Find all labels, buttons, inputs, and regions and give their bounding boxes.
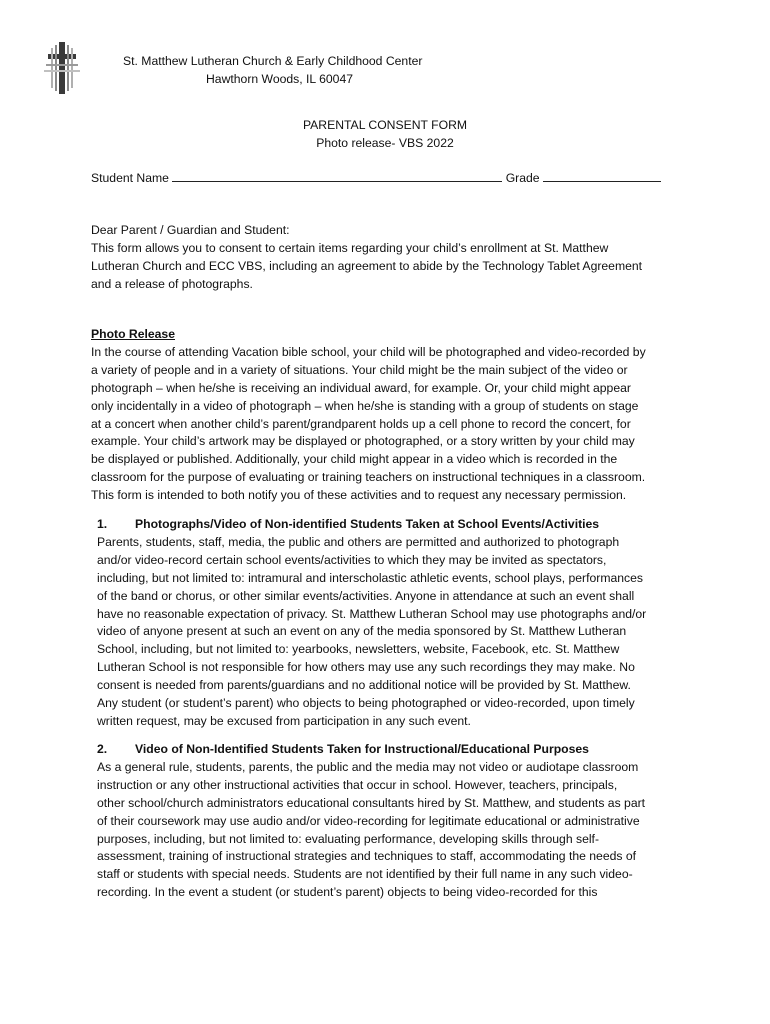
salutation: Dear Parent / Guardian and Student:: [91, 223, 290, 237]
intro-line: This form allows you to consent to certain items regarding your child’s enrollment at St. Matthew: [91, 240, 609, 255]
intro-line: Lutheran Church and ECC VBS, including an agreement to abide by the Technology Tablet Agreement: [91, 258, 643, 273]
section-line: other school/church administrators educational consultants hired by St. Matthew, and students as part: [97, 795, 646, 810]
section-title: Photographs/Video of Non-identified Students Taken at School Events/Activities: [135, 517, 600, 531]
photo-release-line: example. Your child’s artwork may be displayed or photographed, or a story written by your child may: [91, 434, 635, 449]
section-title: Video of Non-Identified Students Taken for Instructional/Educational Purposes: [135, 742, 589, 756]
section-line: Any student (or student’s parent) who objects to being photographed or video-recorded, upon timely: [97, 696, 635, 711]
photo-release-line: photograph – when he/she is receiving an individual award, for example. Or, your child might appear: [91, 380, 631, 395]
photo-release-line: In the course of attending Vacation bible school, your child will be photographed and video-recorded by: [91, 344, 646, 359]
section-line: consent is needed from parents/guardians and no additional notice will be provided by St. Matthew.: [97, 678, 631, 693]
student-info-row: [91, 169, 661, 187]
grade-label: Grade: [505, 171, 540, 185]
section-line: of the band or chorus, or other similar events/activities. Anyone in attendance at such an event shall: [97, 588, 635, 603]
section-number: 2.: [97, 742, 108, 756]
section-line: video of anyone present at such an event on any of the media sponsored by St. Matthew Lutheran: [97, 624, 627, 639]
form-subtitle: Photo release- VBS 2022: [316, 136, 454, 150]
photo-release-line: This form is intended to both notify you of these activities and to request any necessary permission.: [91, 488, 627, 503]
section-line: including, but not limited to: intramural and interscholastic athletic events, school plays, performances: [97, 570, 644, 585]
section-line: Lutheran School is not responsible for how others may use any such recordings they may make. No: [97, 660, 635, 675]
church-name: St. Matthew Lutheran Church & Early Childhood Center: [123, 54, 423, 68]
photo-release-heading: Photo Release: [91, 327, 175, 341]
grade-field[interactable]: [543, 170, 661, 182]
photo-release-section: [91, 326, 681, 505]
student-name-field[interactable]: [172, 170, 502, 182]
photo-release-line: classroom for the purpose of evaluating or training teachers on instructional techniques in a classroom.: [91, 470, 646, 485]
intro-line: and a release of photographs.: [91, 276, 253, 291]
section-line: recording. In the event a student (or student’s parent) objects to being video-recorded for this: [97, 885, 598, 900]
student-name-label: Student Name: [91, 171, 169, 185]
section-number: 1.: [97, 517, 108, 531]
section-line: of their coursework may use audio and/or video-recording for legitimate educational or administrative: [97, 813, 640, 828]
church-cross-logo: [44, 42, 80, 94]
section-1: [97, 516, 687, 731]
section-line: As a general rule, students, parents, the public and the media may not video or audiotape classroom: [97, 759, 639, 774]
section-line: School, including, but not limited to: yearbooks, newsletters, website, Facebook, etc. St. Matthew: [97, 642, 620, 657]
section-2-heading: [97, 741, 687, 759]
section-line: assessment, training of instructional strategies and techniques to staff, accommodating the needs of: [97, 849, 637, 864]
photo-release-line: at a concert when another child’s parent/grandparent holds up a cell phone to record the concert, for: [91, 416, 631, 431]
form-title: PARENTAL CONSENT FORM: [302, 118, 468, 132]
section-line: written request, may be excused from participation in any such event.: [97, 713, 471, 728]
section-line: have no reasonable expectation of privacy. St. Matthew Lutheran School may use photographs and/or: [97, 606, 647, 621]
section-line: staff or students with special needs. Students are not identified by their full name in any such video-: [97, 867, 633, 882]
photo-release-line: only incidentally in a video of photograph – when he/she is standing with a group of students on stage: [91, 398, 639, 413]
section-line: purposes, including, but not limited to: evaluating performance, developing skills through self-: [97, 831, 600, 846]
church-location: Hawthorn Woods, IL 60047: [206, 72, 354, 86]
section-2: [97, 741, 687, 902]
photo-release-line: be displayed or published. Additionally, your child might appear in a video which is recorded in the: [91, 452, 618, 467]
section-line: Parents, students, staff, media, the public and others are permitted and authorized to photograph: [97, 534, 620, 549]
section-line: and/or video-record certain school events/activities to which they may be invited as spectators,: [97, 552, 607, 567]
intro-section: [91, 222, 681, 294]
section-line: instruction or any other instructional activities that occur in school. However, teachers, principals,: [97, 777, 618, 792]
photo-release-line: a variety of people and in a variety of situations. Your child might be the main subject of the video or: [91, 362, 628, 377]
section-1-heading: [97, 516, 687, 534]
